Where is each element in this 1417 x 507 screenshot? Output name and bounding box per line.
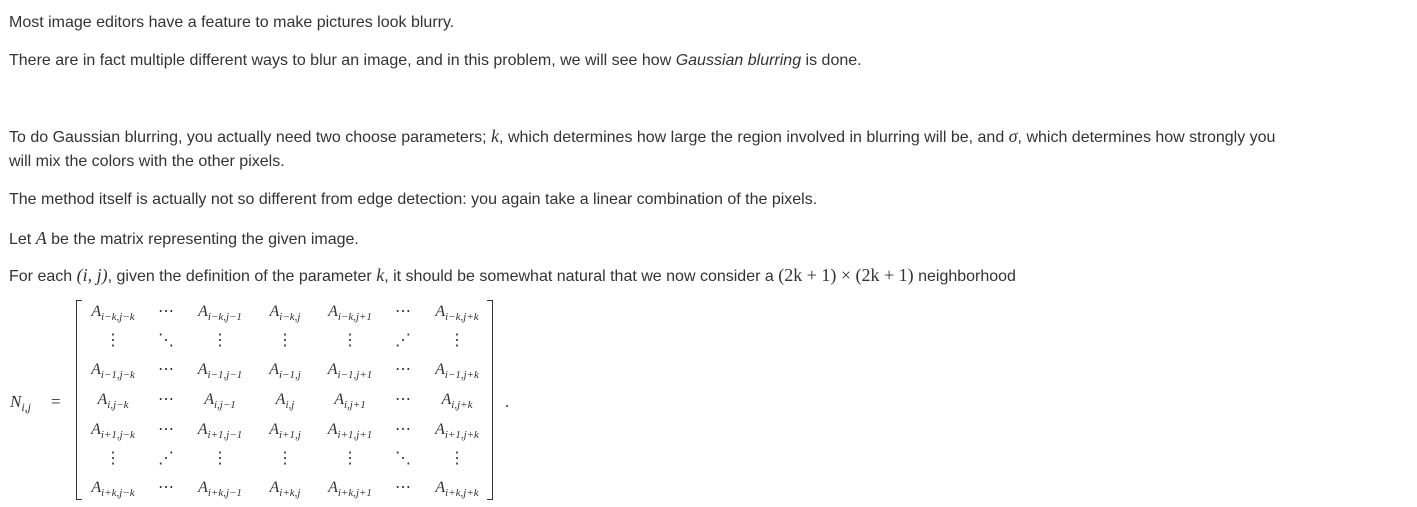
- matrix-cell: [328, 302, 372, 322]
- matrix-cell: [276, 390, 295, 410]
- matrix-cell-base: A: [441, 391, 452, 408]
- matrix-cell-base: ⋯: [158, 303, 174, 320]
- paragraph-matrix-a: [9, 226, 359, 252]
- matrix-cell: [212, 331, 228, 351]
- matrix-cell-base: ⋮: [212, 450, 228, 467]
- matrix-cell-subscript: i+k,j: [279, 487, 301, 499]
- matrix-cell-base: ⋯: [158, 479, 174, 496]
- matrix-cell-base: A: [97, 391, 108, 408]
- matrix-cell: [98, 390, 129, 410]
- matrix-cell: [395, 302, 411, 322]
- matrix-cell-base: A: [198, 303, 208, 320]
- matrix-cell-subscript: i+1,j+1: [337, 429, 373, 441]
- matrix-cell: [395, 390, 411, 410]
- emphasis-gaussian-blurring: Gaussian blurring: [675, 52, 802, 69]
- text: To do Gaussian blurring, you actually need two choose parameters;: [9, 129, 492, 146]
- matrix-cell-base: ⋯: [395, 391, 411, 408]
- matrix-cell-base: A: [435, 303, 446, 320]
- math-ij: (i, j): [76, 265, 108, 285]
- math-k: k: [376, 265, 385, 285]
- matrix-cell-subscript: i,j−1: [213, 399, 236, 411]
- matrix-cell: [198, 360, 243, 380]
- matrix-cell: [269, 420, 301, 440]
- matrix-cell-base: ⋰: [395, 332, 411, 349]
- matrix-cell: [334, 390, 366, 410]
- matrix-cell: [91, 302, 134, 322]
- matrix-cell: [435, 360, 479, 380]
- matrix-cell-subscript: i−k,j+1: [337, 311, 372, 323]
- matrix-cell-subscript: i−k,j−1: [207, 311, 242, 323]
- matrix-cell-subscript: i,j−k: [107, 399, 129, 411]
- matrix-cell-subscript: i−k,j−k: [101, 311, 135, 323]
- matrix-cell: [277, 331, 293, 351]
- matrix-cell: [158, 420, 174, 440]
- matrix-cell-subscript: i+1,j−k: [100, 429, 135, 441]
- matrix-cell: [198, 478, 242, 498]
- matrix-cell-subscript: i−1,j+1: [337, 369, 373, 381]
- matrix-cell: [91, 420, 135, 440]
- paragraph-blur-methods: [9, 49, 862, 73]
- matrix-cell: [212, 449, 228, 469]
- matrix-cell-base: A: [91, 421, 101, 438]
- matrix-equals-sign: =: [51, 392, 61, 411]
- matrix-cell-base: A: [334, 391, 344, 408]
- matrix-cell-base: A: [435, 361, 445, 378]
- matrix-cell: [449, 331, 465, 351]
- matrix-cell: [158, 449, 174, 469]
- matrix-cell-subscript: i−k,j: [279, 311, 301, 323]
- text: , which determines how strongly you: [1017, 129, 1276, 146]
- matrix-cell-subscript: i−1,j−1: [207, 369, 243, 381]
- matrix-cell: [158, 390, 174, 410]
- matrix-cell-subscript: i,j+k: [451, 399, 473, 411]
- matrix-cell: [270, 478, 301, 498]
- paragraph-parameters: [9, 124, 1275, 150]
- matrix-cell-base: A: [269, 421, 279, 438]
- matrix-cell-subscript: i−k,j+k: [445, 311, 479, 323]
- matrix-cell: [269, 360, 301, 380]
- matrix-cell-subscript: i−1,j: [278, 369, 301, 381]
- matrix-cell: [435, 302, 478, 322]
- matrix-left-bracket: [76, 300, 82, 500]
- matrix-cell-base: A: [269, 303, 280, 320]
- matrix-cell-base: ⋮: [277, 332, 293, 349]
- matrix-cell: [395, 331, 411, 351]
- text: For each: [9, 268, 77, 285]
- text: The method itself is actually not so different from edge detection: you again take a linear combination of the pixels.: [9, 191, 818, 208]
- matrix-cell-base: A: [204, 391, 214, 408]
- matrix-cell-base: A: [328, 303, 338, 320]
- math-dimensions: (2k + 1) × (2k + 1): [778, 265, 914, 285]
- matrix-cell: [204, 390, 236, 410]
- matrix-cell-base: A: [91, 361, 101, 378]
- matrix-cell-base: ⋯: [158, 421, 174, 438]
- matrix-cell-base: A: [91, 479, 102, 496]
- math-sigma: σ: [1008, 126, 1018, 146]
- matrix-cell: [395, 420, 411, 440]
- matrix-period: .: [505, 392, 510, 411]
- matrix-cell: [91, 478, 134, 498]
- matrix-cell-base: A: [198, 479, 208, 496]
- matrix-cell-base: A: [269, 479, 280, 496]
- paragraph-intro: [9, 11, 454, 35]
- neighborhood-matrix-equation: [0, 296, 560, 504]
- paragraph-neighborhood: [9, 263, 1016, 289]
- matrix-cell: [435, 478, 478, 498]
- matrix-cell-base: ⋮: [277, 450, 293, 467]
- matrix-cell: [158, 360, 174, 380]
- math-a: A: [35, 228, 47, 248]
- matrix-cell-base: ⋯: [158, 391, 174, 408]
- matrix-cell: [105, 449, 121, 469]
- matrix-cell: [158, 302, 174, 322]
- matrix-cell-base: ⋮: [212, 332, 228, 349]
- matrix-cell: [105, 331, 121, 351]
- text: will mix the colors with the other pixels.: [9, 153, 285, 170]
- matrix-cell-subscript: i,j: [285, 399, 295, 411]
- matrix-lhs-base: N: [10, 392, 22, 411]
- matrix-cell: [328, 478, 372, 498]
- matrix-cell-base: ⋯: [395, 303, 411, 320]
- matrix-cell-subscript: i+k,j+1: [337, 487, 372, 499]
- matrix-cell-subscript: i,j+1: [343, 399, 366, 411]
- matrix-cell: [395, 360, 411, 380]
- matrix-cell-base: ⋮: [449, 332, 465, 349]
- matrix-cell-base: ⋮: [105, 450, 121, 467]
- text: Most image editors have a feature to make pictures look blurry.: [9, 14, 455, 31]
- text: is done.: [801, 52, 862, 69]
- matrix-cell: [277, 449, 293, 469]
- text: Let: [9, 231, 36, 248]
- matrix-cell-base: A: [435, 479, 446, 496]
- matrix-cell-base: A: [327, 361, 338, 378]
- matrix-cell-base: ⋯: [395, 421, 411, 438]
- matrix-cell: [198, 420, 243, 440]
- matrix-cell-base: ⋮: [342, 332, 358, 349]
- matrix-cell-base: ⋰: [158, 450, 174, 467]
- matrix-cell-subscript: i+k,j+k: [445, 487, 479, 499]
- matrix-right-bracket: [487, 300, 493, 500]
- matrix-cell-base: ⋮: [449, 450, 465, 467]
- matrix-cell: [449, 449, 465, 469]
- matrix-cell: [395, 449, 411, 469]
- matrix-cell-subscript: i−1,j+k: [444, 369, 479, 381]
- matrix-cell-base: A: [91, 303, 102, 320]
- text: , which determines how large the region involved in blurring will be, and: [499, 129, 1009, 146]
- matrix-cell-base: A: [275, 391, 286, 408]
- matrix-cell-base: ⋯: [395, 361, 411, 378]
- matrix-cell-subscript: i+1,j: [278, 429, 301, 441]
- matrix-cell-base: A: [197, 361, 208, 378]
- matrix-cell-subscript: i+k,j−k: [101, 487, 135, 499]
- matrix-cell-base: A: [435, 421, 445, 438]
- paragraph-parameters-line2: [9, 150, 285, 174]
- matrix-cell: [442, 390, 473, 410]
- text: There are in fact multiple different ways to blur an image, and in this problem, we will see how: [9, 52, 676, 69]
- matrix-cell: [328, 360, 373, 380]
- matrix-cell: [158, 478, 174, 498]
- text: be the matrix representing the given image.: [46, 231, 359, 248]
- text: , it should be somewhat natural that we now consider a: [384, 268, 779, 285]
- matrix-cell-base: A: [269, 361, 279, 378]
- matrix-cell: [91, 360, 135, 380]
- matrix-cell-base: ⋱: [395, 450, 411, 467]
- matrix-cell: [328, 420, 373, 440]
- matrix-cell: [270, 302, 301, 322]
- matrix-cell-base: A: [328, 479, 338, 496]
- matrix-cell: [435, 420, 479, 440]
- matrix-cell-base: ⋮: [342, 450, 358, 467]
- matrix-cell-base: ⋱: [158, 332, 174, 349]
- matrix-cell-base: A: [197, 421, 208, 438]
- matrix-cell-subscript: i+1,j−1: [207, 429, 243, 441]
- matrix-cell-base: ⋯: [395, 479, 411, 496]
- text: , given the definition of the parameter: [107, 268, 377, 285]
- matrix-cell-base: ⋮: [105, 332, 121, 349]
- matrix-cell-subscript: i+1,j+k: [444, 429, 479, 441]
- matrix-cell: [158, 331, 174, 351]
- matrix-cell: [395, 478, 411, 498]
- matrix-cell: [342, 331, 358, 351]
- matrix-cell: [342, 449, 358, 469]
- math-k: k: [491, 126, 500, 146]
- matrix-lhs-subscript: i,j: [21, 400, 32, 414]
- paragraph-method: [9, 188, 817, 212]
- matrix-cell-base: ⋯: [158, 361, 174, 378]
- matrix-lhs: [10, 392, 31, 415]
- matrix-cell-subscript: i−1,j−k: [100, 369, 135, 381]
- matrix-cell: [198, 302, 242, 322]
- matrix-cell-subscript: i+k,j−1: [207, 487, 242, 499]
- text: neighborhood: [913, 268, 1016, 285]
- matrix-cell-base: A: [327, 421, 338, 438]
